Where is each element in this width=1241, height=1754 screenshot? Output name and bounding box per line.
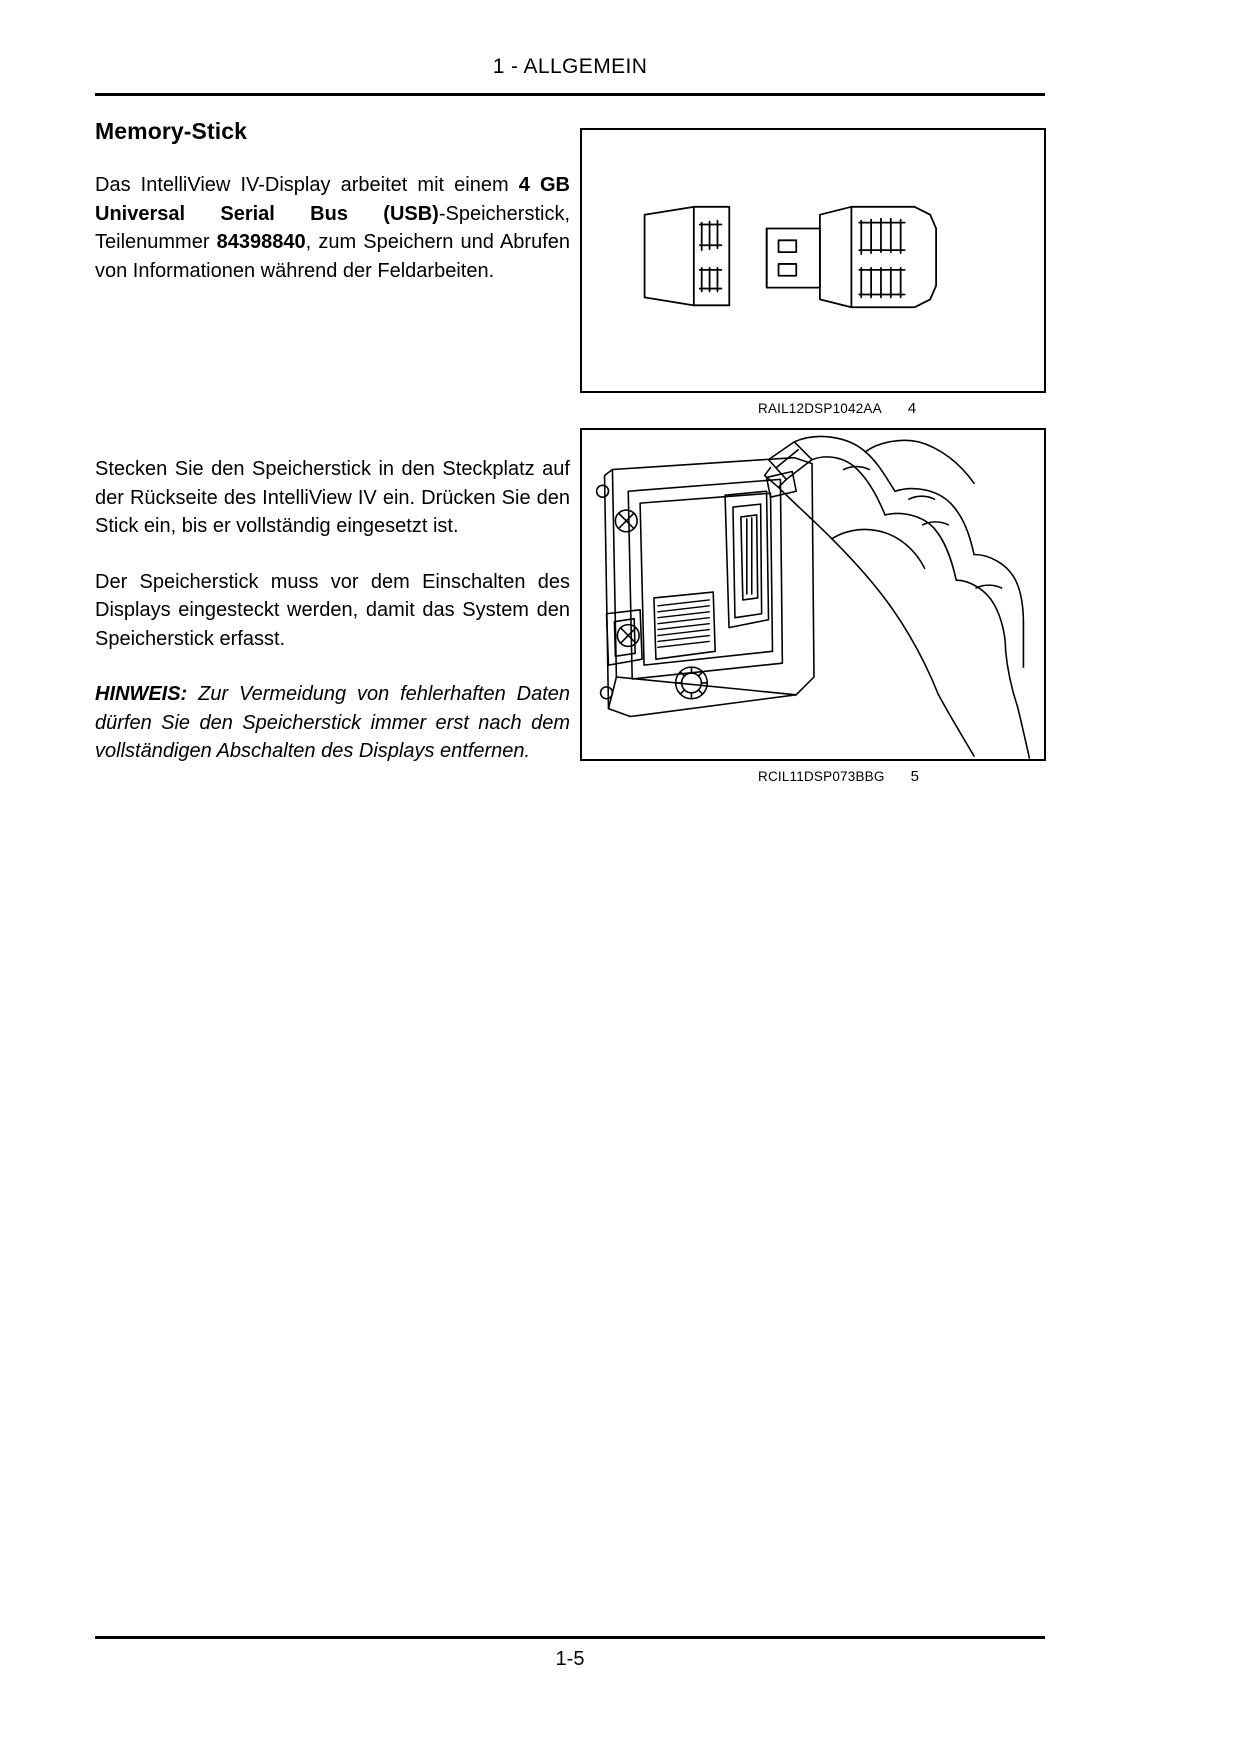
page-title: Memory-Stick	[95, 118, 248, 144]
page-number: 1-5	[555, 1648, 585, 1670]
figure-caption-1	[758, 400, 916, 417]
paragraph-intro	[95, 171, 570, 285]
figure-usb-memory-stick	[580, 128, 1046, 393]
footer-divider	[95, 1636, 1045, 1639]
figure-caption-2-number: 5	[910, 768, 920, 785]
page-header: 1 - ALLGEMEIN	[492, 55, 648, 78]
figure-display-rear-insertion	[580, 428, 1046, 761]
figure-caption-2-id: RCIL11DSP073BBG	[758, 769, 885, 784]
content-block-top	[95, 118, 570, 285]
paragraph-intro-part3: , zum Speichern und Abrufen von Informationen während der Feldarbeiten.	[95, 231, 570, 282]
note-block	[95, 680, 570, 766]
note-text: Zur Vermeidung von fehlerhaften Daten dürfen Sie den Speicherstick immer erst nach dem vollständigen Abschalten des Displays entfernen.	[95, 683, 570, 762]
figure-caption-1-number: 4	[907, 400, 917, 417]
content-block-bottom	[95, 455, 570, 766]
paragraph-power-on-requirement: Der Speicherstick muss vor dem Einschalten des Displays eingesteckt werden, damit das System den Speicherstick erfasst.	[95, 570, 570, 650]
paragraph-intro-bold1: 4 GB Universal Serial Bus (USB)	[95, 174, 570, 225]
note-label: HINWEIS:	[95, 683, 188, 705]
header-divider	[95, 93, 1045, 96]
paragraph-intro-part1: Das IntelliView IV-Display arbeitet mit einem	[95, 174, 519, 196]
paragraph-insert-instructions: Stecken Sie den Speicherstick in den Steckplatz auf der Rückseite des IntelliView IV ein. Drücken Sie den Stick ein, bis er vollständig eingesetzt ist.	[95, 458, 570, 537]
figure-caption-2	[758, 768, 919, 785]
hand-inserting-usb-stick-into-display-rear-illustration	[582, 430, 1044, 759]
usb-memory-stick-illustration	[582, 130, 1044, 391]
paragraph-intro-part2: -Speicherstick, Teilenummer	[95, 202, 570, 253]
paragraph-intro-bold2: 84398840	[216, 231, 306, 253]
figure-caption-1-id: RAIL12DSP1042AA	[758, 401, 882, 416]
